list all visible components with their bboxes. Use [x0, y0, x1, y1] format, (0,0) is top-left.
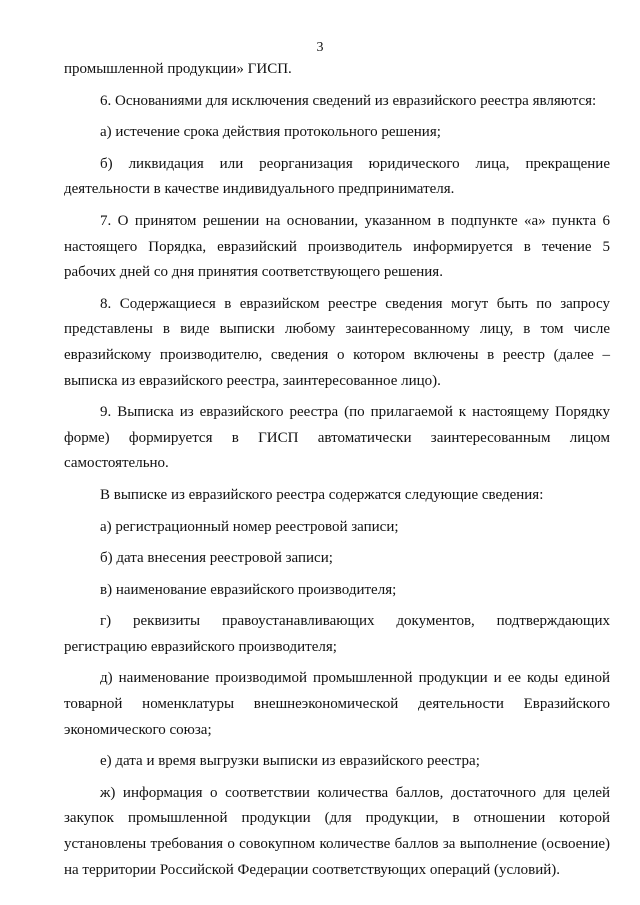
document-body — [64, 57, 610, 889]
list-item-b: б) дата внесения реестровой записи; — [100, 550, 333, 567]
paragraph-7: 7. О принятом решении на основании, указанном в подпункте «а» пункта 6 настоящего Порядка, евразийский производитель информируется в течение 5 рабочих дней со дня принятия соответствующего решения. — [64, 212, 610, 281]
list-item-a: а) регистрационный номер реестровой записи; — [100, 518, 399, 535]
paragraph-continuation: промышленной продукции» ГИСП. — [64, 61, 292, 77]
paragraph-8: 8. Содержащиеся в евразийском реестре сведения могут быть по запросу представлены в виде выписки любому заинтересованному лицу, в том числе евразийскому производителю, сведения о котором включены в реестр (далее – выписка из евразийского реестра, заинтересованное лицо). — [64, 295, 610, 389]
list-item-d: д) наименование производимой промышленной продукции и ее коды единой товарной номенклатуры внешнеэкономической деятельности Евразийского экономического союза; — [64, 670, 610, 738]
list-item-v: в) наименование евразийского производителя; — [100, 581, 397, 598]
paragraph-6: 6. Основаниями для исключения сведений из евразийского реестра являются: — [100, 92, 597, 109]
list-item-6a: а) истечение срока действия протокольного решения; — [100, 124, 441, 141]
list-item-6b: б) ликвидация или реорганизация юридического лица, прекращение деятельности в качестве индивидуального предпринимателя. — [64, 155, 610, 198]
list-item-zh: ж) информация о соответствии количества баллов, достаточного для целей закупок промышленной продукции (для продукции, в отношении которой установлены требования о совокупном количестве баллов за выполнение (освоение) на территории Российской Федерации соответствующих операций (условий). — [64, 784, 610, 878]
list-item-g: г) реквизиты правоустанавливающих документов, подтверждающих регистрацию евразийского производителя; — [64, 613, 610, 655]
page-number: 3 — [316, 40, 324, 55]
paragraph-9: 9. Выписка из евразийского реестра (по прилагаемой к настоящему Порядку форме) формируется в ГИСП автоматически заинтересованным лицом самостоятельно. — [64, 404, 610, 472]
extract-contents-intro: В выписке из евразийского реестра содержатся следующие сведения: — [100, 486, 544, 503]
list-item-e: е) дата и время выгрузки выписки из евразийского реестра; — [100, 753, 480, 770]
